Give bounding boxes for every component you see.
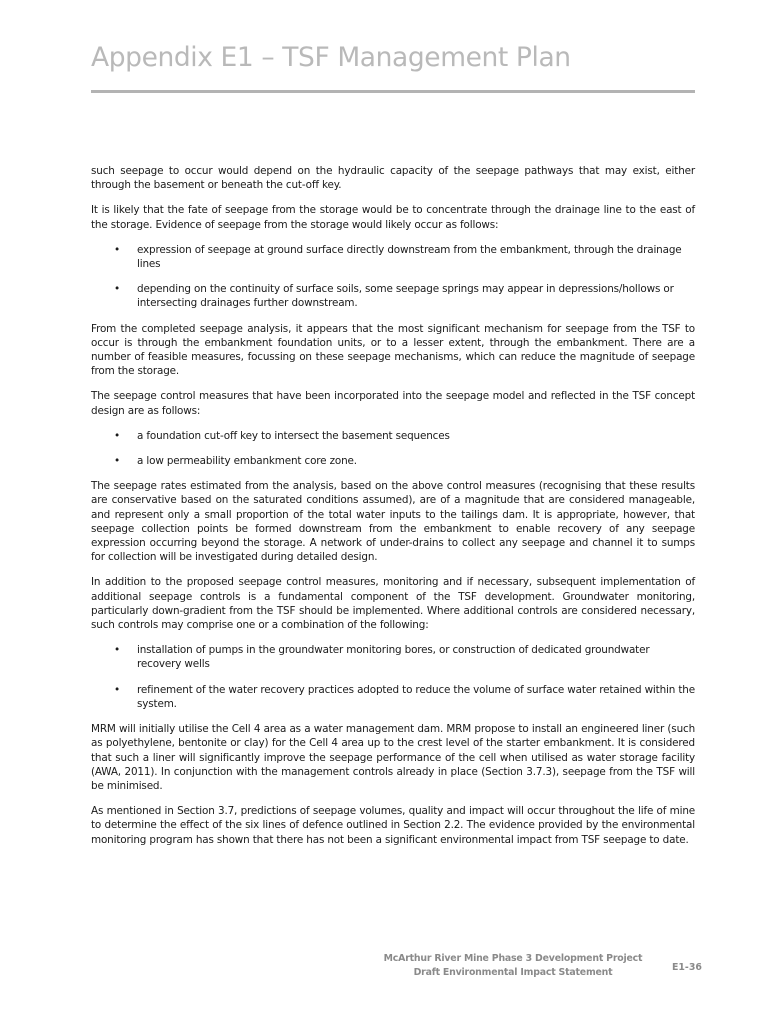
- list-item-text: a foundation cut-off key to intersect the basement sequences: [137, 429, 450, 442]
- list-item: [91, 429, 695, 443]
- bullet-list: [91, 429, 695, 468]
- bullet-list: [91, 643, 695, 711]
- paragraph: It is likely that the fate of seepage from the storage would be to concentrate through the drainage line to the east of the storage. Evidence of seepage from the storage would likely occur as follows:: [91, 204, 695, 231]
- list-item-text: installation of pumps in the groundwater monitoring bores, or construction of dedicated groundwater recovery wells: [137, 644, 650, 671]
- list-item: [91, 282, 695, 310]
- bullet-list: [91, 243, 695, 311]
- paragraph: The seepage rates estimated from the analysis, based on the above control measures (recognising that these results are conservative based on the saturated conditions assumed), are of a magnitude that are considered manageable, and represent only a small proportion of the total water inputs to the tailings dam. It is appropriate, however, that seepage collection points be formed downstream from the embankment to enable recovery of any seepage expression occurring beyond the storage. A network of under-drains to collect any seepage and channel it to sumps for collection will be investigated during detailed design.: [91, 480, 695, 564]
- list-item: [91, 643, 695, 671]
- bullet-icon: •: [114, 683, 120, 696]
- footer-document-title: Draft Environmental Impact Statement: [413, 966, 613, 978]
- paragraph: In addition to the proposed seepage control measures, monitoring and if necessary, subsequent implementation of additional seepage controls is a fundamental component of the TSF development. Groundwater monitoring, particularly down-gradient from the TSF should be implemented. Where additional controls are considered necessary, such controls may comprise one or a combination of the following:: [91, 576, 695, 632]
- list-item-text: refinement of the water recovery practices adopted to reduce the volume of surface water retained within the system.: [137, 683, 695, 710]
- list-item-text: expression of seepage at ground surface directly downstream from the embankment, through the drainage lines: [137, 243, 682, 271]
- footer-project-title: McArthur River Mine Phase 3 Development Project: [383, 953, 643, 964]
- paragraph: MRM will initially utilise the Cell 4 area as a water management dam. MRM propose to install an engineered liner (such as polyethylene, bentonite or clay) for the Cell 4 area up to the crest level of the starter embankment. It is considered that such a liner will significantly improve the seepage performance of the cell when utilised as water storage facility (AWA, 2011). In conjunction with the management controls already in place (Section 3.7.3), seepage from the TSF will be minimised.: [91, 723, 695, 792]
- page-header-title: Appendix E1 – TSF Management Plan: [91, 42, 571, 73]
- paragraph: As mentioned in Section 3.7, predictions of seepage volumes, quality and impact will occur throughout the life of mine to determine the effect of the six lines of defence outlined in Section 2.2. The evidence provided by the environmental monitoring program has shown that there has not been a significant environmental impact from TSF seepage to date.: [91, 805, 695, 846]
- page-footer: [360, 952, 666, 979]
- list-item: [91, 454, 695, 468]
- header-divider: [91, 90, 695, 93]
- list-item: [91, 683, 695, 711]
- paragraph: The seepage control measures that have been incorporated into the seepage model and reflected in the TSF concept design are as follows:: [91, 390, 695, 417]
- bullet-icon: •: [114, 455, 120, 468]
- list-item-text: depending on the continuity of surface soils, some seepage springs may appear in depressions/hollows or intersecting drainages further downstream.: [137, 283, 674, 310]
- bullet-icon: •: [114, 644, 120, 657]
- bullet-icon: •: [114, 243, 120, 256]
- document-body: [91, 164, 695, 858]
- bullet-icon: •: [114, 429, 120, 442]
- paragraph: such seepage to occur would depend on the hydraulic capacity of the seepage pathways that may exist, either through the basement or beneath the cut-off key.: [91, 165, 695, 192]
- paragraph: From the completed seepage analysis, it appears that the most significant mechanism for seepage from the TSF to occur is through the embankment foundation units, or to a lesser extent, through the embankment. There are a number of feasible measures, focussing on these seepage mechanisms, which can reduce the magnitude of seepage from the storage.: [91, 322, 695, 378]
- list-item-text: a low permeability embankment core zone.: [137, 455, 357, 468]
- page-number: E1-36: [672, 962, 702, 973]
- list-item: [91, 243, 695, 271]
- bullet-icon: •: [114, 283, 120, 296]
